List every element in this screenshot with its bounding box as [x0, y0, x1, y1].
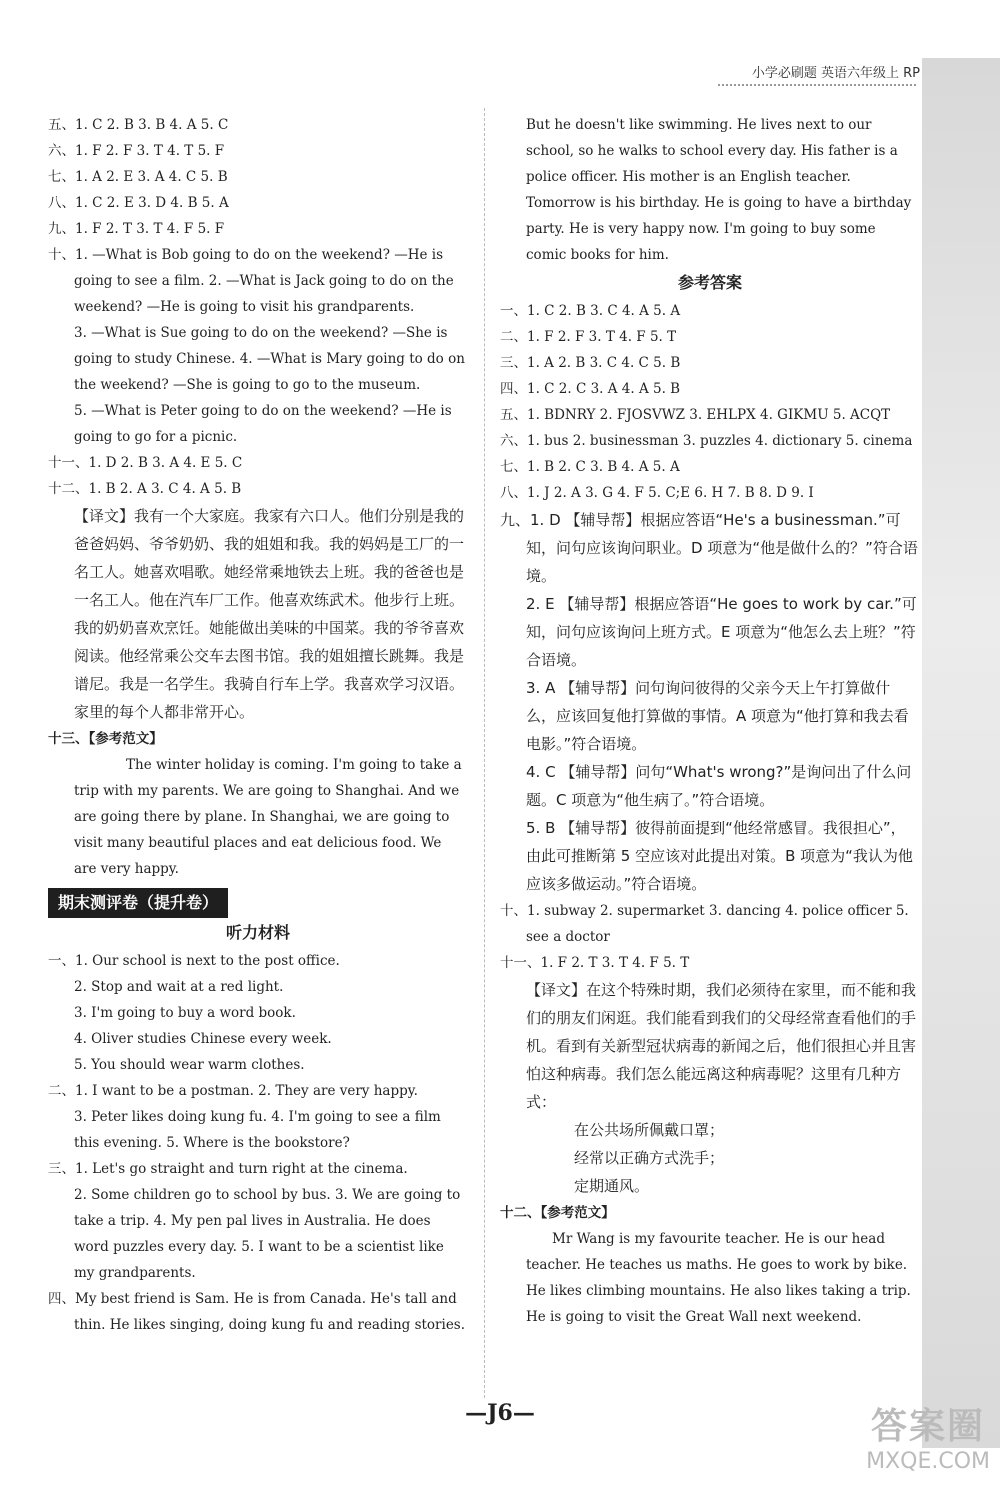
listening-line: 一、1. Our school is next to the post office.	[48, 953, 340, 969]
answer-row: 三、1. A 2. B 3. C 4. C 5. B	[500, 355, 681, 371]
answer-row: 四、1. C 2. C 3. A 4. A 5. B	[500, 381, 681, 397]
explanation: 5. B 【辅导帮】彼得前面提到“他经常感冒。我很担心”，由此可推断第 5 空应该对此提出对策。B 项意为“我认为他应该多做运动。”符合语境。	[526, 819, 913, 893]
right-column	[500, 112, 920, 1330]
answer-row: 五、1. C 2. B 3. B 4. A 5. C	[48, 117, 229, 133]
explanation: 3. A 【辅导帮】问句询问彼得的父亲今天上午打算做什么，应该回复他打算做的事情。A 项意为“他打算和我去看电影。”符合语境。	[526, 679, 909, 753]
explanation: 九、1. D 【辅导帮】根据应答语“He's a businessman.”可知，问句应该询问职业。D 项意为“他是做什么的？”符合语境。	[500, 511, 918, 585]
answer-row: 二、1. F 2. F 3. T 4. F 5. T	[500, 329, 677, 345]
model-essay: The winter holiday is coming. I'm going to take a trip with my parents. We are going to Shanghai. And we are going there by plane. In Shanghai, we are going to visit many beautiful places and eat delicious food. We are very happy.	[74, 757, 462, 877]
answer-row: 六、1. F 2. F 3. T 4. T 5. F	[48, 143, 225, 159]
answer-row: 六、1. bus 2. businessman 3. puzzles 4. dictionary 5. cinema	[500, 433, 913, 449]
translation-item: 定期通风。	[574, 1177, 650, 1195]
answer-row: 五、1. BDNRY 2. FJOSVWZ 3. EHLPX 4. GIKMU 5. ACQT	[500, 407, 891, 423]
section-label: 十三、【参考范文】	[48, 731, 163, 747]
explanation: 2. E 【辅导帮】根据应答语“He goes to work by car.”可知，问句应该询问上班方式。E 项意为“他怎么去上班？”符合语境。	[526, 595, 917, 669]
watermark-url: MXQE.COM	[866, 1449, 990, 1474]
answer-paragraph: 3. —What is Sue going to do on the weekend? —She is going to study Chinese. 4. —What is Mary going to do on the weekend? —She is going to go to the museum.	[74, 325, 465, 393]
listening-line: 四、My best friend is Sam. He is from Canada. He's tall and thin. He likes singing, doing kung fu and reading stories.	[48, 1291, 466, 1333]
answer-paragraph: 十、1. —What is Bob going to do on the weekend? —He is going to see a film. 2. —What is Jack going to do on the weekend? —He is going to visit his grandparents.	[48, 247, 454, 315]
answer-row: 七、1. B 2. C 3. B 4. A 5. A	[500, 459, 680, 475]
answer-row: 八、1. J 2. A 3. G 4. F 5. C;E 6. H 7. B 8. D 9. I	[500, 485, 814, 501]
section-label: 十二、【参考范文】	[500, 1205, 615, 1221]
answer-paragraph: 5. —What is Peter going to do on the weekend? —He is going to go for a picnic.	[74, 403, 452, 445]
listening-line: 二、1. I want to be a postman. 2. They are very happy.	[48, 1083, 418, 1099]
translation-paragraph: 【译文】在这个特殊时期，我们必须待在家里，而不能和我们的朋友们闲逛。我们能看到我们的父母经常查看他们的手机。看到有关新型冠状病毒的新闻之后，他们很担心并且害怕这种病毒。我们怎么能远离这种病毒呢？这里有几种方式：	[526, 981, 917, 1111]
page-number: —J6—	[465, 1400, 535, 1426]
model-essay: Mr Wang is my favourite teacher. He is our head teacher. He teaches us maths. He goes to work by bike. He likes climbing mountains. He also likes taking a trip. He is going to visit the Great Wall next weekend.	[526, 1231, 911, 1325]
listening-line: 3. I'm going to buy a word book.	[74, 1005, 296, 1021]
listening-line: 2. Stop and wait at a red light.	[74, 979, 284, 995]
left-column	[48, 112, 468, 1338]
exam-banner: 期末测评卷（提升卷）	[48, 888, 228, 918]
page-header: 小学必刷题 英语六年级上 RP	[751, 66, 920, 81]
listening-line: 2. Some children go to school by bus. 3. We are going to take a trip. 4. My pen pal lives in Australia. He does word puzzles every day. 5. I want to be a scientist like my grandparents.	[74, 1187, 461, 1281]
answer-row: 十二、1. B 2. A 3. C 4. A 5. B	[48, 481, 242, 497]
translation-item: 在公共场所佩戴口罩；	[574, 1121, 725, 1139]
answer-row: 七、1. A 2. E 3. A 4. C 5. B	[48, 169, 228, 185]
listening-line: 三、1. Let's go straight and turn right at the cinema.	[48, 1161, 408, 1177]
answer-row: 十、1. subway 2. supermarket 3. dancing 4. police officer 5. see a doctor	[500, 903, 909, 945]
translation-paragraph: 【译文】我有一个大家庭。我家有六口人。他们分别是我的爸爸妈妈、爷爷奶奶、我的姐姐和我。我的妈妈是工厂的一名工人。她喜欢唱歌。她经常乘地铁去上班。我的爸爸也是一名工人。他在汽车厂工作。他喜欢练武术。他步行上班。我的奶奶喜欢烹饪。她能做出美味的中国菜。我的爷爷喜欢阅读。他经常乘公交车去图书馆。我的姐姐擅长跳舞。我是谱尼。我是一名学生。我骑自行车上学。我喜欢学习汉语。家里的每个人都非常开心。	[74, 507, 465, 721]
watermark-text: 答案圈	[871, 1406, 986, 1447]
answer-row: 十一、1. F 2. T 3. T 4. F 5. T	[500, 955, 690, 971]
watermark-logo	[866, 1398, 990, 1474]
explanation: 4. C 【辅导帮】问句“What's wrong?”是询问出了什么问题。C 项意为“他生病了。”符合语境。	[526, 763, 912, 809]
section-title: 听力材料	[225, 923, 290, 942]
listening-line: 3. Peter likes doing kung fu. 4. I'm going to see a film this evening. 5. Where is the bookstore?	[74, 1109, 441, 1151]
column-divider	[484, 108, 485, 1398]
listening-line: 4. Oliver studies Chinese every week.	[74, 1031, 332, 1047]
translation-item: 经常以正确方式洗手；	[574, 1149, 725, 1167]
answer-row: 一、1. C 2. B 3. C 4. A 5. A	[500, 303, 681, 319]
header-divider	[718, 84, 916, 86]
answer-row: 九、1. F 2. T 3. T 4. F 5. F	[48, 221, 225, 237]
answer-row: 八、1. C 2. E 3. D 4. B 5. A	[48, 195, 229, 211]
listening-paragraph: But he doesn't like swimming. He lives next to our school, so he walks to school every day. His father is a police officer. His mother is an English teacher. Tomorrow is his birthday. He is going to have a birthday party. He is very happy now. I'm going to buy some comic books for him.	[526, 117, 912, 263]
section-title: 参考答案	[677, 273, 742, 292]
decorative-sidebar	[922, 58, 1000, 1448]
listening-line: 5. You should wear warm clothes.	[74, 1057, 305, 1073]
answer-row: 十一、1. D 2. B 3. A 4. E 5. C	[48, 455, 243, 471]
